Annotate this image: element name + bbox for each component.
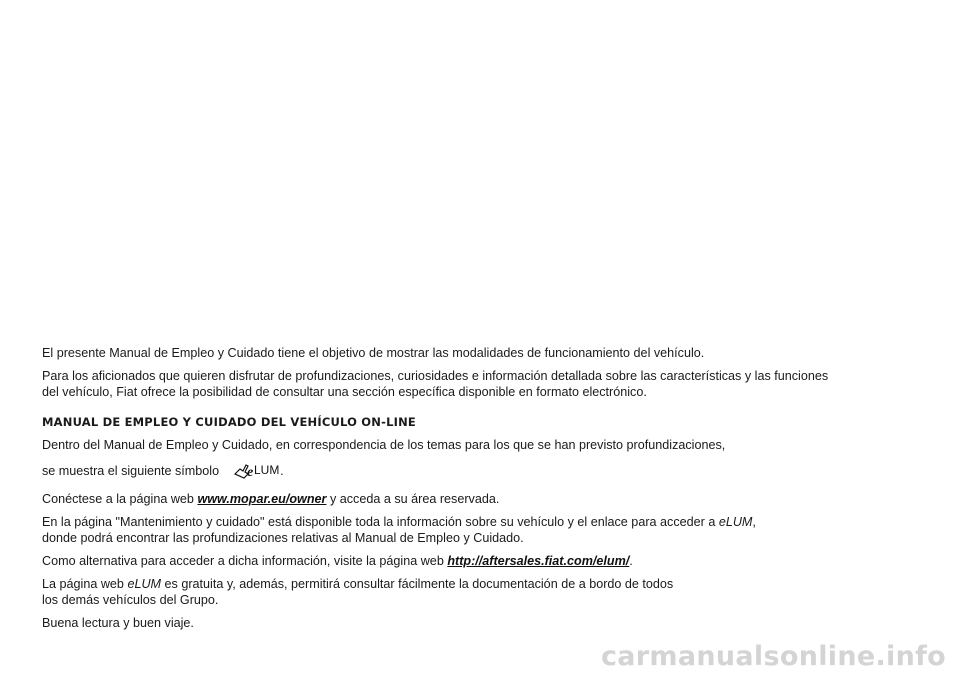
elum-term-2: eLUM [127, 577, 162, 591]
elum-free-text: es gratuita y, además, permitirá consultar fácilmente la documentación de a bordo de todos [164, 577, 674, 591]
connect-text: Conéctese a la página web [42, 492, 194, 506]
svg-text:LUM: LUM [253, 463, 279, 477]
section-paragraph-5 [42, 553, 922, 569]
aftersales-elum-link[interactable]: http://aftersales.fiat.com/elum/ [447, 554, 630, 568]
elum-group-text: los demás vehículos del Grupo. [42, 593, 219, 607]
section-paragraph-4 [42, 514, 922, 546]
section-paragraph-6 [42, 576, 922, 608]
alternative-dot: . [629, 554, 633, 568]
symbol-intro-text: se muestra el siguiente símbolo [42, 464, 220, 478]
maintenance-text: En la página "Mantenimiento y cuidado" está disponible toda la información sobre su vehículo y el enlace para acceder a [42, 515, 716, 529]
elum-hand-icon [233, 460, 279, 484]
intro-paragraph-2-line-2: del vehículo, Fiat ofrece la posibilidad de consultar una sección específica disponible en formato electrónico. [42, 385, 647, 399]
section-paragraph-1: Dentro del Manual de Empleo y Cuidado, en correspondencia de los temas para los que se han previsto profundizaciones, [42, 438, 726, 452]
connect-after-text: y acceda a su área reservada. [329, 492, 500, 506]
closing-line: Buena lectura y buen viaje. [42, 616, 194, 630]
maintenance-comma: , [752, 515, 756, 529]
elum-page-text: La página web [42, 577, 124, 591]
alternative-text: Como alternativa para acceder a dicha información, visite la página web [42, 554, 444, 568]
intro-paragraph-2-line-1: Para los aficionados que quieren disfrutar de profundizaciones, curiosidades e información detallada sobre las características y las funciones [42, 369, 829, 383]
section-heading: MANUAL DE EMPLEO Y CUIDADO DEL VEHÍCULO ON-LINE [42, 415, 416, 429]
intro-paragraph-2 [42, 368, 922, 400]
section-paragraph-symbol [42, 460, 922, 484]
elum-term: eLUM [718, 515, 753, 529]
section-paragraph-3 [42, 491, 922, 507]
svg-text:e: e [246, 465, 253, 480]
symbol-trailing-dot: . [280, 464, 284, 478]
intro-paragraph-1: El presente Manual de Empleo y Cuidado tiene el objetivo de mostrar las modalidades de funcionamiento del vehículo. [42, 346, 705, 360]
maintenance-line-2: donde podrá encontrar las profundizaciones relativas al Manual de Empleo y Cuidado. [42, 531, 524, 545]
mopar-owner-link[interactable]: www.mopar.eu/owner [197, 492, 327, 506]
manual-intro-text [42, 345, 922, 638]
site-watermark: carmanualsonline.info [600, 641, 946, 672]
